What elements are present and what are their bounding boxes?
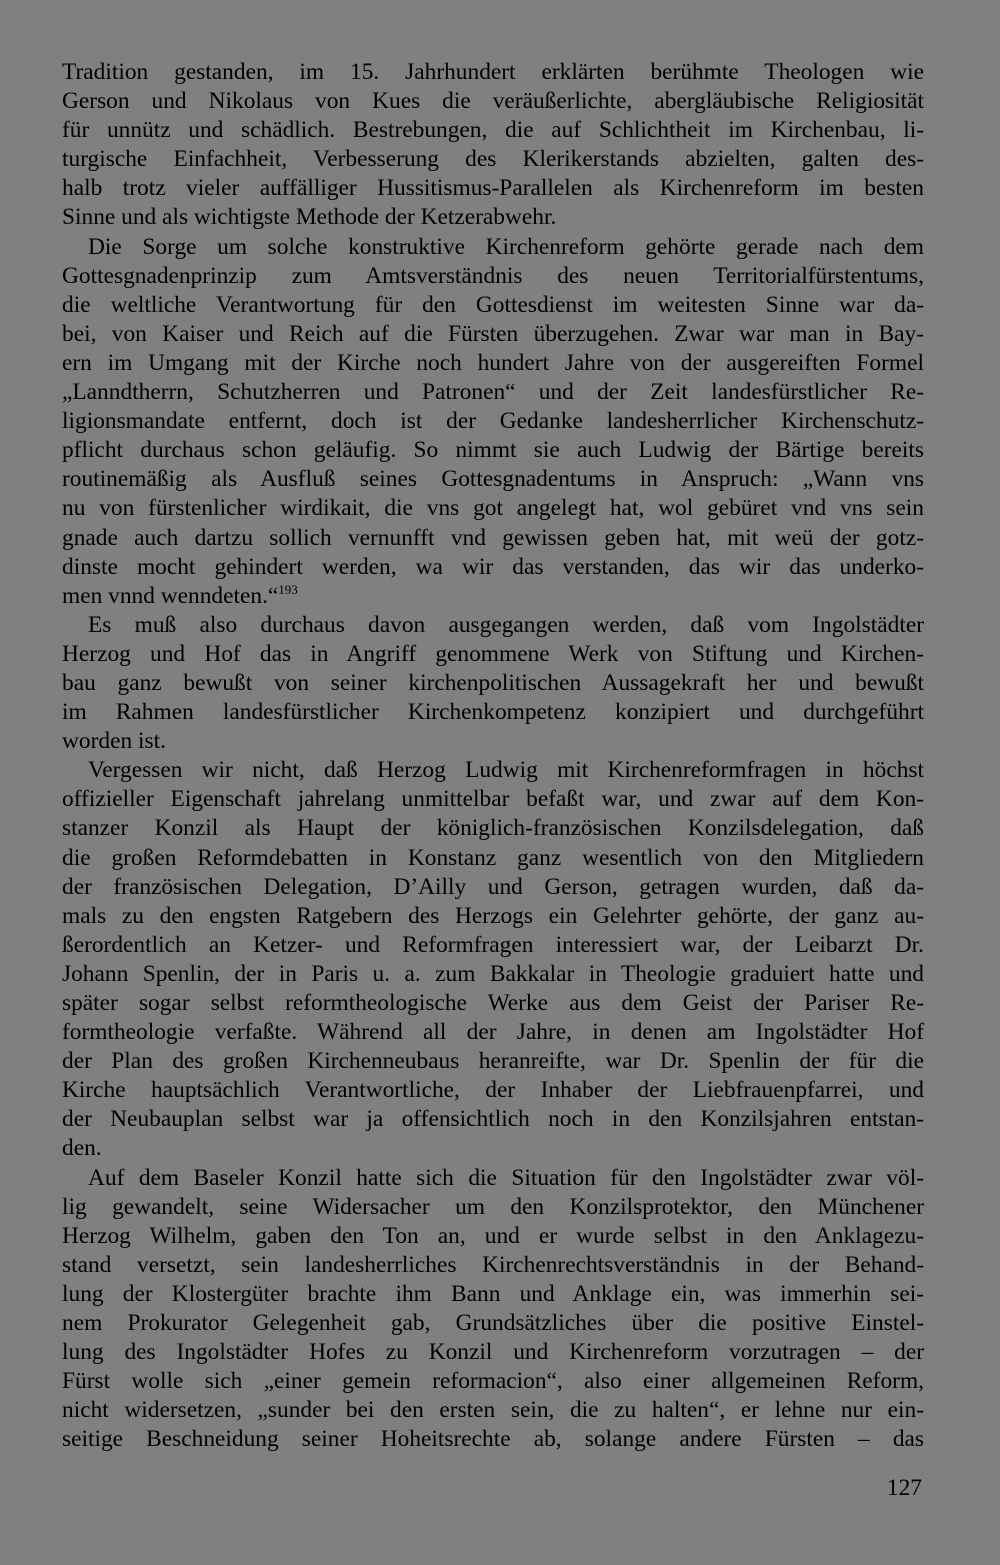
text-line: seitige Beschneidung seiner Hoheitsrechte ab, solange andere Fürsten – das xyxy=(62,1426,924,1453)
text-line: der Neubauplan selbst war ja offensichtlich noch in den Konzilsjahren entstan- xyxy=(62,1106,924,1133)
text-line: ern im Umgang mit der Kirche noch hundert Jahre von der ausgereiften Formel xyxy=(62,349,924,376)
text-line: Herzog Wilhelm, gaben den Ton an, und er wurde selbst in den Anklagezu- xyxy=(62,1222,924,1249)
text-line: Auf dem Baseler Konzil hatte sich die Situation für den Ingolstädter zwar völ- xyxy=(88,1164,924,1191)
text-line: „Lanndtherrn, Schutzherren und Patronen“ und der Zeit landesfürstlicher Re- xyxy=(62,379,924,406)
text-line: ligionsmandate entfernt, doch ist der Gedanke landesherrlicher Kirchenschutz- xyxy=(62,408,924,435)
text-line: Tradition gestanden, im 15. Jahrhundert erklärten berühmte Theologen wie xyxy=(62,59,924,85)
text-line: nicht widersetzen, „sunder bei den ersten sein, die zu halten“, er lehne nur ein- xyxy=(62,1397,924,1424)
text-line: Gottesgnadenprinzip zum Amtsverständnis des neuen Territorialfürstentums, xyxy=(62,262,924,289)
text-line: offizieller Eigenschaft jahrelang unmittelbar befaßt war, und zwar auf dem Kon- xyxy=(62,786,924,813)
text-line: gnade auch dartzu sollich vernunfft vnd gewissen geben hat, mit weü der gotz- xyxy=(62,524,924,551)
text-line: Kirche hauptsächlich Verantwortliche, der Inhaber der Liebfrauenpfarrei, und xyxy=(62,1077,924,1104)
paragraph xyxy=(62,611,924,756)
text-line: bau ganz bewußt von seiner kirchenpolitischen Aussagekraft her und bewußt xyxy=(62,669,924,696)
text-line: halb trotz vieler auffälliger Hussitismus-Parallelen als Kirchenreform im besten xyxy=(62,175,924,202)
text-line: nem Prokurator Gelegenheit gab, Grundsätzliches über die positive Einstel- xyxy=(62,1310,924,1337)
text-line: routinemäßig als Ausfluß seines Gottesgnadentums in Anspruch: „Wann vns xyxy=(62,466,924,493)
text-line: später sogar selbst reformtheologische Werke aus dem Geist der Pariser Re- xyxy=(62,990,924,1016)
paragraph xyxy=(62,233,924,611)
text-line: bei, von Kaiser und Reich auf die Fürsten überzugehen. Zwar war man in Bay- xyxy=(62,320,924,347)
paragraph xyxy=(62,1164,924,1455)
text-line: turgische Einfachheit, Verbesserung des Klerikerstands abzielten, galten des- xyxy=(62,146,924,173)
text-line: für unnütz und schädlich. Bestrebungen, die auf Schlichtheit im Kirchenbau, li- xyxy=(62,117,924,144)
text-line: pflicht durchaus schon geläufig. So nimmt sie auch Ludwig der Bärtige bereits xyxy=(62,437,924,464)
text-line: mals zu den engsten Ratgebern des Herzogs ein Gelehrter gehörte, der ganz au- xyxy=(62,902,924,929)
text-line: den. xyxy=(62,1135,102,1162)
text-line: worden ist. xyxy=(62,728,166,755)
text-line: lig gewandelt, seine Widersacher um den Konzilsprotektor, den Münchener xyxy=(62,1193,924,1220)
text-line: lung der Klostergüter brachte ihm Bann und Anklage ein, was immerhin sei- xyxy=(62,1280,924,1307)
text-line: Die Sorge um solche konstruktive Kirchenreform gehörte gerade nach dem xyxy=(88,233,924,260)
text-line: Gerson und Nikolaus von Kues die veräußerlichte, abergläubische Religiosität xyxy=(62,88,924,115)
body-text xyxy=(62,58,924,1455)
text-line: der Plan des großen Kirchenneubaus heranreifte, war Dr. Spenlin der für die xyxy=(62,1048,924,1075)
text-line: Herzog und Hof das in Angriff genommene Werk von Stiftung und Kirchen- xyxy=(62,640,924,667)
text-line: Johann Spenlin, der in Paris u. a. zum Bakkalar in Theologie graduiert hatte und xyxy=(62,960,924,987)
text-line: Es muß also durchaus davon ausgegangen werden, daß vom Ingolstädter xyxy=(88,611,924,638)
paragraph xyxy=(62,58,924,233)
text-line: stanzer Konzil als Haupt der königlich-französischen Konzilsdelegation, daß xyxy=(62,815,924,842)
page-number: 127 xyxy=(886,1475,922,1501)
paragraph xyxy=(62,756,924,1163)
text-line: stand versetzt, sein landesherrliches Kirchenrechtsverständnis in der Behand- xyxy=(62,1251,924,1278)
text-line: die großen Reformdebatten in Konstanz ganz wesentlich von den Mitgliedern xyxy=(62,844,924,871)
text-line: lung des Ingolstädter Hofes zu Konzil und Kirchenreform vorzutragen – der xyxy=(62,1339,924,1366)
text-line: ßerordentlich an Ketzer- und Reformfragen interessiert war, der Leibarzt Dr. xyxy=(62,931,924,958)
text-line: im Rahmen landesfürstlicher Kirchenkompetenz konzipiert und durchgeführt xyxy=(62,699,924,726)
footnote-marker: 193 xyxy=(278,581,298,597)
text-line: die weltliche Verantwortung für den Gottesdienst im weitesten Sinne war da- xyxy=(62,291,924,318)
text-line: formtheologie verfaßte. Während all der Jahre, in denen am Ingolstädter Hof xyxy=(62,1019,924,1046)
text-line: Sinne und als wichtigste Methode der Ketzerabwehr. xyxy=(62,204,557,231)
text-line: Vergessen wir nicht, daß Herzog Ludwig mit Kirchenreformfragen in höchst xyxy=(88,757,924,784)
text-line: dinste mocht gehindert werden, wa wir das verstanden, das wir das underko- xyxy=(62,553,924,580)
text-line: Fürst wolle sich „einer gemein reformacion“, also einer allgemeinen Reform, xyxy=(62,1368,924,1395)
text-line: der französischen Delegation, D’Ailly und Gerson, getragen wurden, daß da- xyxy=(62,873,924,900)
text-line: men vnnd wenndeten.“$^{193}$ xyxy=(62,581,298,609)
text-line: nu von fürstenlicher wirdikait, die vns got angelegt hat, wol gebüret vnd vns sein xyxy=(62,495,924,522)
